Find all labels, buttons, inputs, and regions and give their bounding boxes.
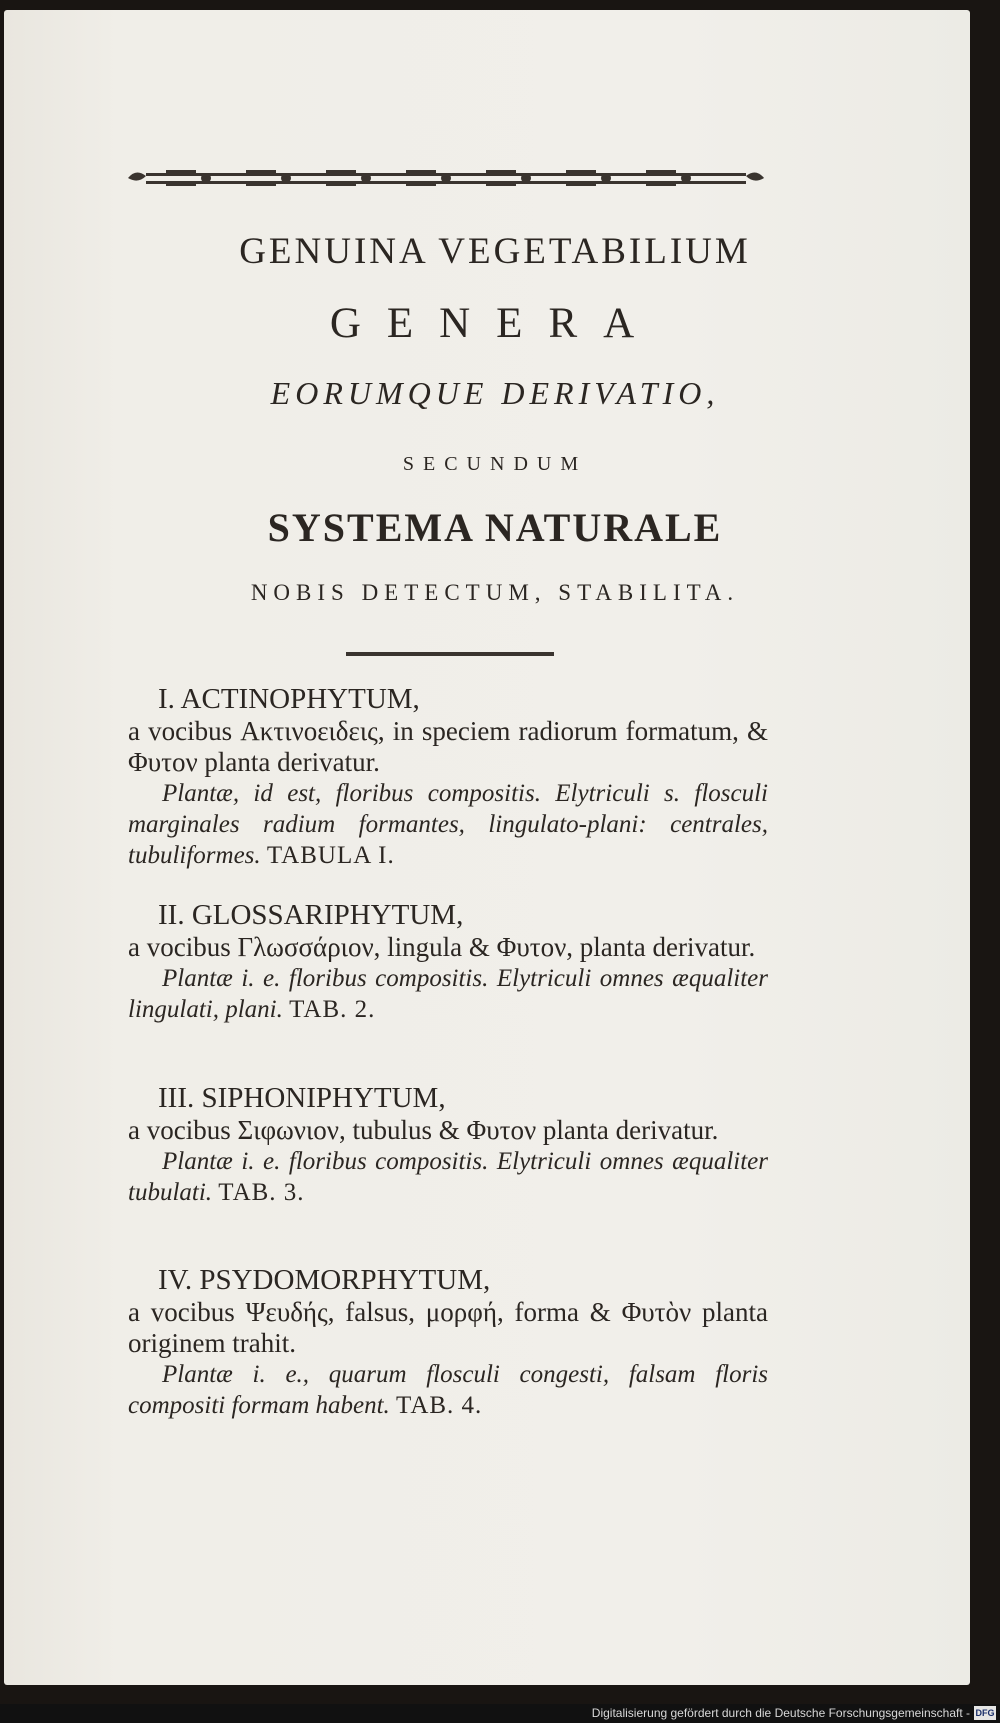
genus-title: I. ACTINOPHYTUM, — [158, 683, 420, 715]
genus-entry — [128, 1081, 768, 1208]
book-page — [4, 10, 970, 1685]
genus-title: IV. PSYDOMORPHYTUM, — [158, 1264, 491, 1296]
divider-rule — [346, 652, 554, 656]
footer-bar — [0, 1704, 1000, 1723]
description-text: Plantæ i. e., quarum flosculi congesti, falsam floris compositi formam habent. — [128, 1361, 768, 1419]
table-reference: TAB. 4. — [396, 1392, 483, 1419]
genus-entry — [128, 682, 768, 871]
heading-systema: SYSTEMA NATURALE — [267, 505, 723, 550]
heading-stabilita: NOBIS DETECTUM, STABILITA. — [250, 580, 740, 605]
dfg-logo-icon: DFG — [975, 1708, 995, 1718]
genus-description — [128, 1146, 768, 1208]
heading-title: GENUINA VEGETABILIUM — [239, 231, 751, 272]
genus-title: II. GLOSSARIPHYTUM, — [158, 899, 464, 931]
footer-credit: Digitalisierung gefördert durch die Deutsche Forschungsgemeinschaft - — [591, 1706, 970, 1720]
description-text: Plantæ, id est, floribus compositis. Elytriculi s. flosculi marginales radium formantes, lingulato-plani: centrales, tubuliformes. — [128, 780, 768, 869]
table-reference: TAB. 3. — [218, 1179, 305, 1206]
heading-subtitle: EORUMQUE DERIVATIO, — [270, 375, 720, 411]
genus-etymology: a vocibus Ψευδής, falsus, μορφή, forma & Φυτὸν planta originem trahit. — [128, 1297, 768, 1358]
description-text: Plantæ i. e. floribus compositis. Elytriculi omnes æqualiter lingulati, plani. — [128, 965, 768, 1023]
heading-genera: GENERA — [329, 300, 661, 347]
table-reference: TAB. 2. — [289, 996, 376, 1023]
genus-description — [128, 778, 768, 871]
decorative-border-ornament — [126, 160, 766, 196]
genus-description — [128, 963, 768, 1025]
genus-etymology: a vocibus Σιφωνιον, tubulus & Φυτον planta derivatur. — [128, 1115, 719, 1145]
table-reference: TABULA I. — [266, 842, 395, 869]
genus-description — [128, 1359, 768, 1421]
genus-etymology: a vocibus Γλωσσάριον, lingula & Φυτον, planta derivatur. — [128, 932, 756, 962]
genus-entry — [128, 898, 768, 1025]
genus-title: III. SIPHONIPHYTUM, — [158, 1082, 446, 1114]
genus-entry — [128, 1263, 768, 1421]
description-text: Plantæ i. e. floribus compositis. Elytriculi omnes æqualiter tubulati. — [128, 1148, 768, 1206]
genus-etymology: a vocibus Ακτινοειδεις, in speciem radiorum formatum, & Φυτον planta derivatur. — [128, 716, 768, 777]
heading-secundum: SECUNDUM — [402, 453, 588, 475]
